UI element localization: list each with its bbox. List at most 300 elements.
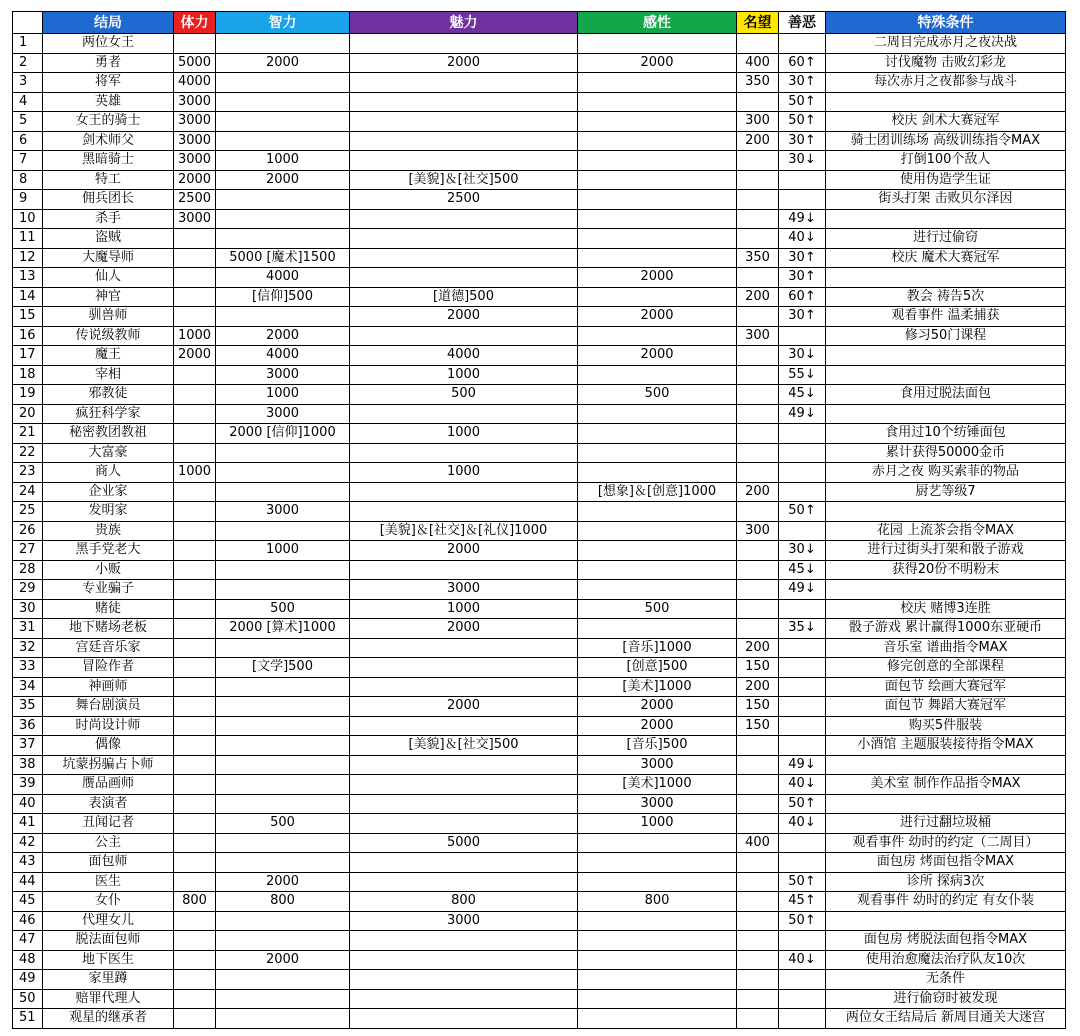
intelligence-cell — [216, 911, 350, 931]
morality-cell: 50↑ — [779, 911, 826, 931]
fame-cell — [737, 190, 779, 210]
physical-cell — [174, 970, 216, 990]
sensibility-cell — [578, 463, 737, 483]
morality-cell: 30↑ — [779, 307, 826, 327]
sensibility-cell: [美术]1000 — [578, 775, 737, 795]
header-ending: 结局 — [43, 12, 174, 34]
charm-cell — [350, 658, 578, 678]
index-cell: 14 — [13, 287, 43, 307]
sensibility-cell: 2000 — [578, 268, 737, 288]
physical-cell: 2000 — [174, 170, 216, 190]
charm-cell — [350, 482, 578, 502]
fame-cell — [737, 619, 779, 639]
fame-cell — [737, 346, 779, 366]
index-cell: 27 — [13, 541, 43, 561]
intelligence-cell — [216, 755, 350, 775]
fame-cell: 150 — [737, 716, 779, 736]
index-cell: 33 — [13, 658, 43, 678]
header-row — [13, 12, 1066, 34]
intelligence-cell — [216, 482, 350, 502]
charm-cell — [350, 209, 578, 229]
index-cell: 18 — [13, 365, 43, 385]
physical-cell — [174, 521, 216, 541]
sensibility-cell — [578, 521, 737, 541]
physical-cell — [174, 677, 216, 697]
table-row — [13, 599, 1066, 619]
intelligence-cell — [216, 638, 350, 658]
intelligence-cell — [216, 209, 350, 229]
morality-cell: 30↑ — [779, 73, 826, 93]
fame-cell — [737, 463, 779, 483]
table-row — [13, 53, 1066, 73]
intelligence-cell: 2000 [信仰]1000 — [216, 424, 350, 444]
conditions-cell: 观看事件 温柔捕获 — [826, 307, 1066, 327]
charm-cell — [350, 502, 578, 522]
sensibility-cell — [578, 151, 737, 171]
sensibility-cell — [578, 112, 737, 132]
intelligence-cell: [文学]500 — [216, 658, 350, 678]
physical-cell: 3000 — [174, 209, 216, 229]
fame-cell — [737, 755, 779, 775]
fame-cell — [737, 424, 779, 444]
morality-cell: 49↓ — [779, 404, 826, 424]
fame-cell — [737, 931, 779, 951]
ending-cell: 秘密教团教祖 — [43, 424, 174, 444]
table-row — [13, 34, 1066, 54]
morality-cell: 45↑ — [779, 892, 826, 912]
physical-cell — [174, 775, 216, 795]
conditions-cell: 观看事件 幼时的约定 有女仆装 — [826, 892, 1066, 912]
ending-cell: 发明家 — [43, 502, 174, 522]
table-row — [13, 502, 1066, 522]
physical-cell — [174, 658, 216, 678]
ending-cell: 仙人 — [43, 268, 174, 288]
conditions-cell: 获得20份不明粉末 — [826, 560, 1066, 580]
table-row — [13, 521, 1066, 541]
charm-cell: 1000 — [350, 365, 578, 385]
physical-cell — [174, 989, 216, 1009]
table-row — [13, 989, 1066, 1009]
sensibility-cell — [578, 853, 737, 873]
sensibility-cell: 500 — [578, 385, 737, 405]
table-row — [13, 190, 1066, 210]
physical-cell — [174, 814, 216, 834]
charm-cell: 2500 — [350, 190, 578, 210]
index-cell: 34 — [13, 677, 43, 697]
physical-cell — [174, 1009, 216, 1029]
conditions-cell: 使用治愈魔法治疗队友10次 — [826, 950, 1066, 970]
header-conditions: 特殊条件 — [826, 12, 1066, 34]
intelligence-cell: 500 — [216, 814, 350, 834]
intelligence-cell — [216, 716, 350, 736]
intelligence-cell — [216, 521, 350, 541]
physical-cell: 2500 — [174, 190, 216, 210]
conditions-cell: 无条件 — [826, 970, 1066, 990]
conditions-cell: 购买5件服装 — [826, 716, 1066, 736]
physical-cell — [174, 482, 216, 502]
morality-cell: 50↑ — [779, 502, 826, 522]
sensibility-cell — [578, 365, 737, 385]
charm-cell: 4000 — [350, 346, 578, 366]
index-cell: 45 — [13, 892, 43, 912]
ending-cell: 商人 — [43, 463, 174, 483]
physical-cell — [174, 833, 216, 853]
conditions-cell: 校庆 剑术大赛冠军 — [826, 112, 1066, 132]
conditions-cell — [826, 404, 1066, 424]
table-row — [13, 950, 1066, 970]
index-cell: 24 — [13, 482, 43, 502]
fame-cell: 150 — [737, 697, 779, 717]
fame-cell: 200 — [737, 482, 779, 502]
fame-cell — [737, 541, 779, 561]
index-cell: 51 — [13, 1009, 43, 1029]
charm-cell: 2000 — [350, 307, 578, 327]
sensibility-cell — [578, 170, 737, 190]
intelligence-cell: 3000 — [216, 365, 350, 385]
sensibility-cell: 2000 — [578, 307, 737, 327]
index-cell: 7 — [13, 151, 43, 171]
ending-cell: 家里蹲 — [43, 970, 174, 990]
fame-cell: 300 — [737, 112, 779, 132]
index-cell: 1 — [13, 34, 43, 54]
index-cell: 39 — [13, 775, 43, 795]
table-row — [13, 619, 1066, 639]
fame-cell — [737, 365, 779, 385]
intelligence-cell — [216, 736, 350, 756]
table-row — [13, 151, 1066, 171]
charm-cell — [350, 151, 578, 171]
intelligence-cell: 2000 — [216, 326, 350, 346]
table-row — [13, 560, 1066, 580]
conditions-cell: 面包房 烤脱法面包指令MAX — [826, 931, 1066, 951]
ending-cell: 宰相 — [43, 365, 174, 385]
physical-cell: 3000 — [174, 92, 216, 112]
table-row — [13, 970, 1066, 990]
conditions-cell: 美术室 制作作品指令MAX — [826, 775, 1066, 795]
charm-cell — [350, 716, 578, 736]
conditions-cell — [826, 346, 1066, 366]
ending-cell: 杀手 — [43, 209, 174, 229]
fame-cell — [737, 911, 779, 931]
charm-cell — [350, 872, 578, 892]
conditions-cell: 面包节 绘画大赛冠军 — [826, 677, 1066, 697]
charm-cell — [350, 1009, 578, 1029]
morality-cell — [779, 833, 826, 853]
intelligence-cell: 5000 [魔术]1500 — [216, 248, 350, 268]
fame-cell: 300 — [737, 521, 779, 541]
index-cell: 12 — [13, 248, 43, 268]
table-row — [13, 131, 1066, 151]
conditions-cell: 修习50门课程 — [826, 326, 1066, 346]
index-cell: 13 — [13, 268, 43, 288]
conditions-cell — [826, 755, 1066, 775]
conditions-cell — [826, 794, 1066, 814]
conditions-cell: 音乐室 谱曲指令MAX — [826, 638, 1066, 658]
conditions-cell — [826, 209, 1066, 229]
physical-cell — [174, 365, 216, 385]
table-row — [13, 872, 1066, 892]
ending-cell: 黑暗骑士 — [43, 151, 174, 171]
index-cell: 16 — [13, 326, 43, 346]
charm-cell — [350, 112, 578, 132]
charm-cell — [350, 326, 578, 346]
charm-cell: [美貌]＆[社交]＆[礼仪]1000 — [350, 521, 578, 541]
physical-cell — [174, 794, 216, 814]
fame-cell — [737, 736, 779, 756]
physical-cell: 1000 — [174, 463, 216, 483]
table-row — [13, 658, 1066, 678]
sensibility-cell — [578, 502, 737, 522]
fame-cell — [737, 1009, 779, 1029]
ending-cell: 疯狂科学家 — [43, 404, 174, 424]
intelligence-cell: 4000 — [216, 268, 350, 288]
physical-cell — [174, 950, 216, 970]
conditions-cell: 进行偷窃时被发现 — [826, 989, 1066, 1009]
charm-cell: 2000 — [350, 619, 578, 639]
index-cell: 41 — [13, 814, 43, 834]
index-cell: 30 — [13, 599, 43, 619]
index-cell: 38 — [13, 755, 43, 775]
sensibility-cell — [578, 541, 737, 561]
sensibility-cell — [578, 73, 737, 93]
fame-cell: 350 — [737, 248, 779, 268]
charm-cell: 1000 — [350, 463, 578, 483]
fame-cell: 400 — [737, 833, 779, 853]
sensibility-cell: [音乐]500 — [578, 736, 737, 756]
ending-cell: 观星的继承者 — [43, 1009, 174, 1029]
morality-cell — [779, 521, 826, 541]
sensibility-cell — [578, 911, 737, 931]
fame-cell — [737, 34, 779, 54]
table-row — [13, 443, 1066, 463]
charm-cell — [350, 229, 578, 249]
ending-cell: 魔王 — [43, 346, 174, 366]
conditions-cell: 面包节 舞蹈大赛冠军 — [826, 697, 1066, 717]
fame-cell — [737, 560, 779, 580]
morality-cell — [779, 443, 826, 463]
table-row — [13, 209, 1066, 229]
charm-cell — [350, 853, 578, 873]
conditions-cell: 校庆 魔术大赛冠军 — [826, 248, 1066, 268]
table-row — [13, 287, 1066, 307]
intelligence-cell — [216, 73, 350, 93]
table-row — [13, 73, 1066, 93]
sensibility-cell — [578, 287, 737, 307]
index-cell: 5 — [13, 112, 43, 132]
ending-cell: 剑术师父 — [43, 131, 174, 151]
physical-cell — [174, 443, 216, 463]
morality-cell — [779, 463, 826, 483]
index-cell: 36 — [13, 716, 43, 736]
morality-cell — [779, 716, 826, 736]
conditions-cell: 诊所 探病3次 — [826, 872, 1066, 892]
conditions-cell: 进行过偷窃 — [826, 229, 1066, 249]
sensibility-cell — [578, 209, 737, 229]
sensibility-cell: 3000 — [578, 755, 737, 775]
index-cell: 8 — [13, 170, 43, 190]
fame-cell — [737, 404, 779, 424]
physical-cell — [174, 755, 216, 775]
index-cell: 21 — [13, 424, 43, 444]
intelligence-cell — [216, 92, 350, 112]
sensibility-cell — [578, 131, 737, 151]
physical-cell — [174, 502, 216, 522]
sensibility-cell — [578, 404, 737, 424]
morality-cell: 40↓ — [779, 229, 826, 249]
physical-cell — [174, 385, 216, 405]
ending-cell: 勇者 — [43, 53, 174, 73]
conditions-cell: 进行过街头打架和骰子游戏 — [826, 541, 1066, 561]
physical-cell: 5000 — [174, 53, 216, 73]
morality-cell: 45↓ — [779, 560, 826, 580]
intelligence-cell: 4000 — [216, 346, 350, 366]
conditions-cell: 赤月之夜 购买索菲的物品 — [826, 463, 1066, 483]
ending-cell: 大魔导师 — [43, 248, 174, 268]
sensibility-cell — [578, 931, 737, 951]
conditions-cell: 打倒100个敌人 — [826, 151, 1066, 171]
header-morality: 善恶 — [779, 12, 826, 34]
index-cell: 23 — [13, 463, 43, 483]
ending-cell: 贵族 — [43, 521, 174, 541]
conditions-cell: 骰子游戏 累计赢得1000东亚硬币 — [826, 619, 1066, 639]
morality-cell — [779, 482, 826, 502]
intelligence-cell: 500 — [216, 599, 350, 619]
morality-cell — [779, 638, 826, 658]
fame-cell — [737, 970, 779, 990]
index-cell: 25 — [13, 502, 43, 522]
charm-cell: [美貌]＆[社交]500 — [350, 170, 578, 190]
charm-cell: 5000 — [350, 833, 578, 853]
ending-cell: 丑闻记者 — [43, 814, 174, 834]
sensibility-cell: 2000 — [578, 697, 737, 717]
index-cell: 35 — [13, 697, 43, 717]
index-cell: 43 — [13, 853, 43, 873]
table-row — [13, 92, 1066, 112]
morality-cell: 49↓ — [779, 209, 826, 229]
physical-cell — [174, 287, 216, 307]
fame-cell — [737, 794, 779, 814]
fame-cell — [737, 92, 779, 112]
endings-table — [12, 11, 1066, 1029]
table-row — [13, 1009, 1066, 1029]
table-row — [13, 931, 1066, 951]
index-cell: 46 — [13, 911, 43, 931]
conditions-cell: 花园 上流茶会指令MAX — [826, 521, 1066, 541]
conditions-cell: 两位女王结局后 新周目通关大迷宫 — [826, 1009, 1066, 1029]
sensibility-cell — [578, 229, 737, 249]
ending-cell: 时尚设计师 — [43, 716, 174, 736]
intelligence-cell — [216, 131, 350, 151]
ending-cell: 地下赌场老板 — [43, 619, 174, 639]
sensibility-cell — [578, 970, 737, 990]
intelligence-cell — [216, 307, 350, 327]
intelligence-cell — [216, 580, 350, 600]
ending-cell: 宫廷音乐家 — [43, 638, 174, 658]
index-cell: 15 — [13, 307, 43, 327]
intelligence-cell — [216, 794, 350, 814]
table-row — [13, 853, 1066, 873]
conditions-cell: 小酒馆 主题服装接待指令MAX — [826, 736, 1066, 756]
fame-cell — [737, 268, 779, 288]
index-cell: 29 — [13, 580, 43, 600]
index-cell: 4 — [13, 92, 43, 112]
index-cell: 11 — [13, 229, 43, 249]
sensibility-cell: 3000 — [578, 794, 737, 814]
morality-cell — [779, 424, 826, 444]
ending-cell: 特工 — [43, 170, 174, 190]
table-row — [13, 404, 1066, 424]
intelligence-cell — [216, 34, 350, 54]
physical-cell — [174, 560, 216, 580]
charm-cell: 800 — [350, 892, 578, 912]
intelligence-cell: 2000 — [216, 170, 350, 190]
intelligence-cell: 1000 — [216, 541, 350, 561]
sensibility-cell — [578, 872, 737, 892]
index-cell: 9 — [13, 190, 43, 210]
table-row — [13, 112, 1066, 132]
charm-cell — [350, 248, 578, 268]
sensibility-cell — [578, 1009, 737, 1029]
physical-cell — [174, 580, 216, 600]
fame-cell: 400 — [737, 53, 779, 73]
ending-cell: 表演者 — [43, 794, 174, 814]
morality-cell — [779, 853, 826, 873]
ending-cell: 舞台剧演员 — [43, 697, 174, 717]
morality-cell: 30↑ — [779, 268, 826, 288]
intelligence-cell — [216, 989, 350, 1009]
index-cell: 6 — [13, 131, 43, 151]
physical-cell — [174, 697, 216, 717]
intelligence-cell — [216, 697, 350, 717]
sensibility-cell: 500 — [578, 599, 737, 619]
fame-cell — [737, 443, 779, 463]
ending-cell: 偶像 — [43, 736, 174, 756]
ending-cell: 医生 — [43, 872, 174, 892]
conditions-cell — [826, 92, 1066, 112]
ending-cell: 赌徒 — [43, 599, 174, 619]
table-row — [13, 638, 1066, 658]
conditions-cell: 修完创意的全部课程 — [826, 658, 1066, 678]
conditions-cell: 骑士团训练场 高级训练指令MAX — [826, 131, 1066, 151]
conditions-cell: 食用过脱法面包 — [826, 385, 1066, 405]
ending-cell: 驯兽师 — [43, 307, 174, 327]
morality-cell: 30↓ — [779, 151, 826, 171]
morality-cell — [779, 34, 826, 54]
morality-cell: 55↓ — [779, 365, 826, 385]
ending-cell: 企业家 — [43, 482, 174, 502]
ending-cell: 将军 — [43, 73, 174, 93]
morality-cell — [779, 1009, 826, 1029]
fame-cell: 200 — [737, 287, 779, 307]
index-cell: 28 — [13, 560, 43, 580]
index-cell: 42 — [13, 833, 43, 853]
table-row — [13, 775, 1066, 795]
fame-cell — [737, 151, 779, 171]
conditions-cell: 厨艺等级7 — [826, 482, 1066, 502]
fame-cell: 350 — [737, 73, 779, 93]
fame-cell — [737, 307, 779, 327]
sensibility-cell — [578, 34, 737, 54]
ending-cell: 黑手党老大 — [43, 541, 174, 561]
morality-cell — [779, 170, 826, 190]
intelligence-cell — [216, 931, 350, 951]
intelligence-cell: 2000 [算术]1000 — [216, 619, 350, 639]
charm-cell — [350, 560, 578, 580]
morality-cell — [779, 677, 826, 697]
index-cell: 2 — [13, 53, 43, 73]
charm-cell — [350, 989, 578, 1009]
index-cell: 44 — [13, 872, 43, 892]
